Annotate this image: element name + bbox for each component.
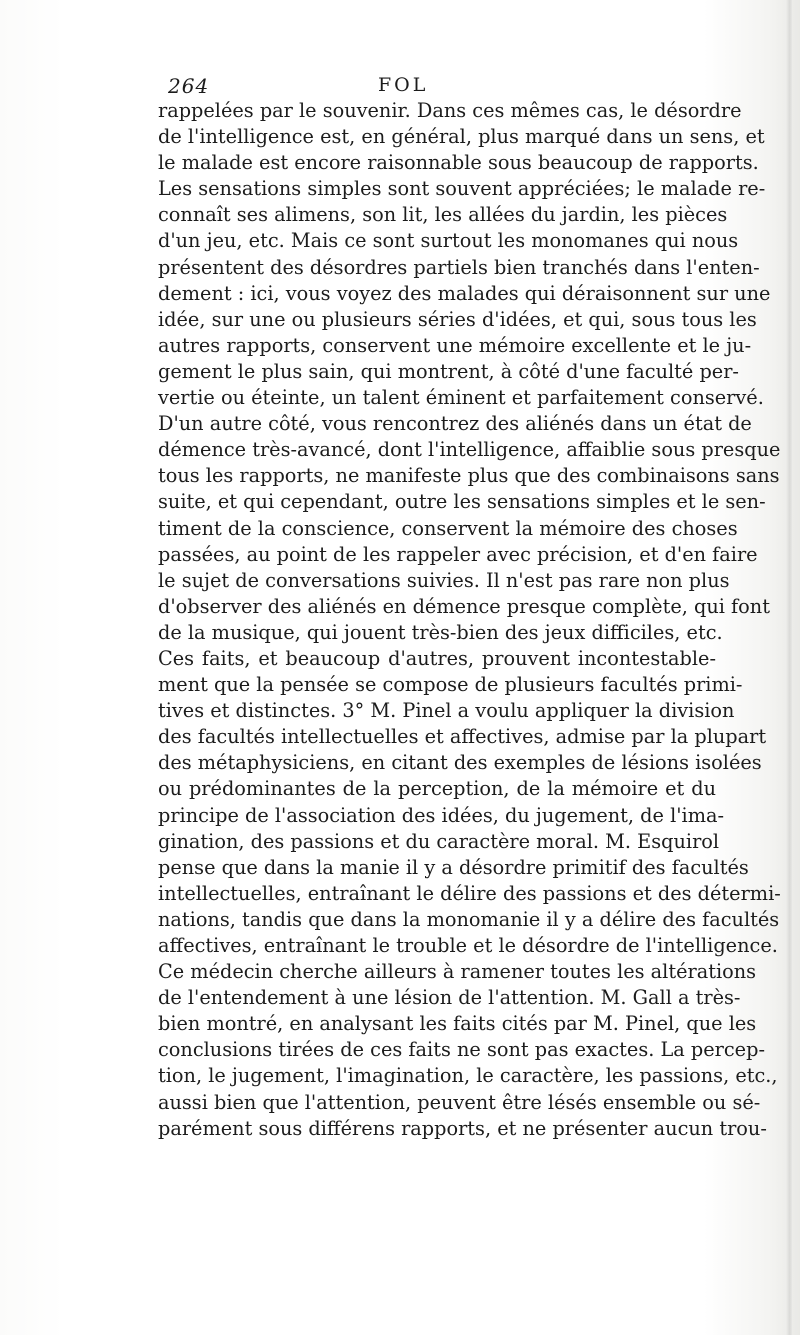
text-line: Ces faits, et beaucoup d'autres, prouvent incontestable- — [158, 646, 716, 670]
text-line: autres rapports, conservent une mémoire excellente et le ju- — [158, 333, 752, 357]
text-line: le malade est encore raisonnable sous beaucoup de rapports. — [158, 151, 759, 175]
text-line: timent de la conscience, conservent la mémoire des choses — [158, 516, 738, 540]
text-line: suite, et qui cependant, outre les sensations simples et le sen- — [158, 490, 766, 514]
text-line: le sujet de conversations suivies. Il n'est pas rare non plus — [158, 568, 730, 592]
text-line: intellectuelles, entraînant le délire des passions et des détermi- — [158, 881, 781, 905]
text-line: tives et distinctes. 3° M. Pinel a voulu appliquer la division — [158, 699, 735, 723]
text-line: D'un autre côté, vous rencontrez des aliénés dans un état de — [158, 412, 752, 436]
text-line: ment que la pensée se compose de plusieurs facultés primi- — [158, 673, 743, 697]
page-number: 264 — [168, 74, 210, 98]
text-line: ou prédominantes de la perception, de la mémoire et du — [158, 777, 716, 801]
text-line: rappelées par le souvenir. Dans ces mêmes cas, le désordre — [158, 99, 742, 122]
text-line: bien montré, en analysant les faits cités par M. Pinel, que les — [158, 1012, 757, 1036]
text-line: démence très-avancé, dont l'intelligence, affaiblie sous presque — [158, 438, 781, 462]
page-fold-shadow — [786, 0, 792, 1335]
text-line: tion, le jugement, l'imagination, le caractère, les passions, etc., — [158, 1064, 778, 1088]
text-line: gement le plus sain, qui montrent, à côté d'une faculté per- — [158, 359, 739, 383]
text-line: conclusions tirées de ces faits ne sont pas exactes. La percep- — [158, 1038, 765, 1062]
text-line: principe de l'association des idées, du jugement, de l'ima- — [158, 803, 724, 827]
page-header — [168, 74, 588, 100]
text-line: de la musique, qui jouent très-bien des jeux difficiles, etc. — [158, 620, 723, 644]
text-line: gination, des passions et du caractère moral. M. Esquirol — [158, 829, 720, 853]
text-line: tous les rapports, ne manifeste plus que des combinaisons sans — [158, 464, 780, 488]
text-line: idée, sur une ou plusieurs séries d'idées, et qui, sous tous les — [158, 307, 757, 331]
text-line: connaît ses alimens, son lit, les allées du jardin, les pièces — [158, 203, 728, 227]
text-line: Ce médecin cherche ailleurs à ramener toutes les altérations — [158, 960, 757, 984]
text-line: d'observer des aliénés en démence presque complète, qui font — [158, 594, 770, 618]
text-line: présentent des désordres partiels bien tranchés dans l'enten- — [158, 255, 760, 279]
text-line: pense que dans la manie il y a désordre primitif des facultés — [158, 855, 749, 879]
text-line: vertie ou éteinte, un talent éminent et parfaitement conservé. — [158, 386, 764, 410]
text-line: passées, au point de les rappeler avec précision, et d'en faire — [158, 542, 758, 566]
text-line: parément sous différens rapports, et ne présenter aucun trou- — [158, 1116, 767, 1140]
text-line: aussi bien que l'attention, peuvent être lésés ensemble ou sé- — [158, 1090, 761, 1114]
running-title: FOL — [378, 74, 429, 96]
text-line: nations, tandis que dans la monomanie il y a délire des facultés — [158, 907, 780, 931]
text-line: Les sensations simples sont souvent appréciées; le malade re- — [158, 177, 766, 201]
text-line: des métaphysiciens, en citant des exemples de lésions isolées — [158, 751, 762, 775]
body-text — [158, 98, 781, 1142]
text-line: affectives, entraînant le trouble et le désordre de l'intelligence. — [158, 934, 778, 957]
text-line: de l'entendement à une lésion de l'attention. M. Gall a très- — [158, 986, 741, 1010]
text-line: des facultés intellectuelles et affectives, admise par la plupart — [158, 725, 767, 749]
text-line: de l'intelligence est, en général, plus marqué dans un sens, et — [158, 125, 765, 149]
text-line: dement : ici, vous voyez des malades qui déraisonnent sur une — [158, 281, 771, 305]
text-line: d'un jeu, etc. Mais ce sont surtout les monomanes qui nous — [158, 229, 739, 253]
